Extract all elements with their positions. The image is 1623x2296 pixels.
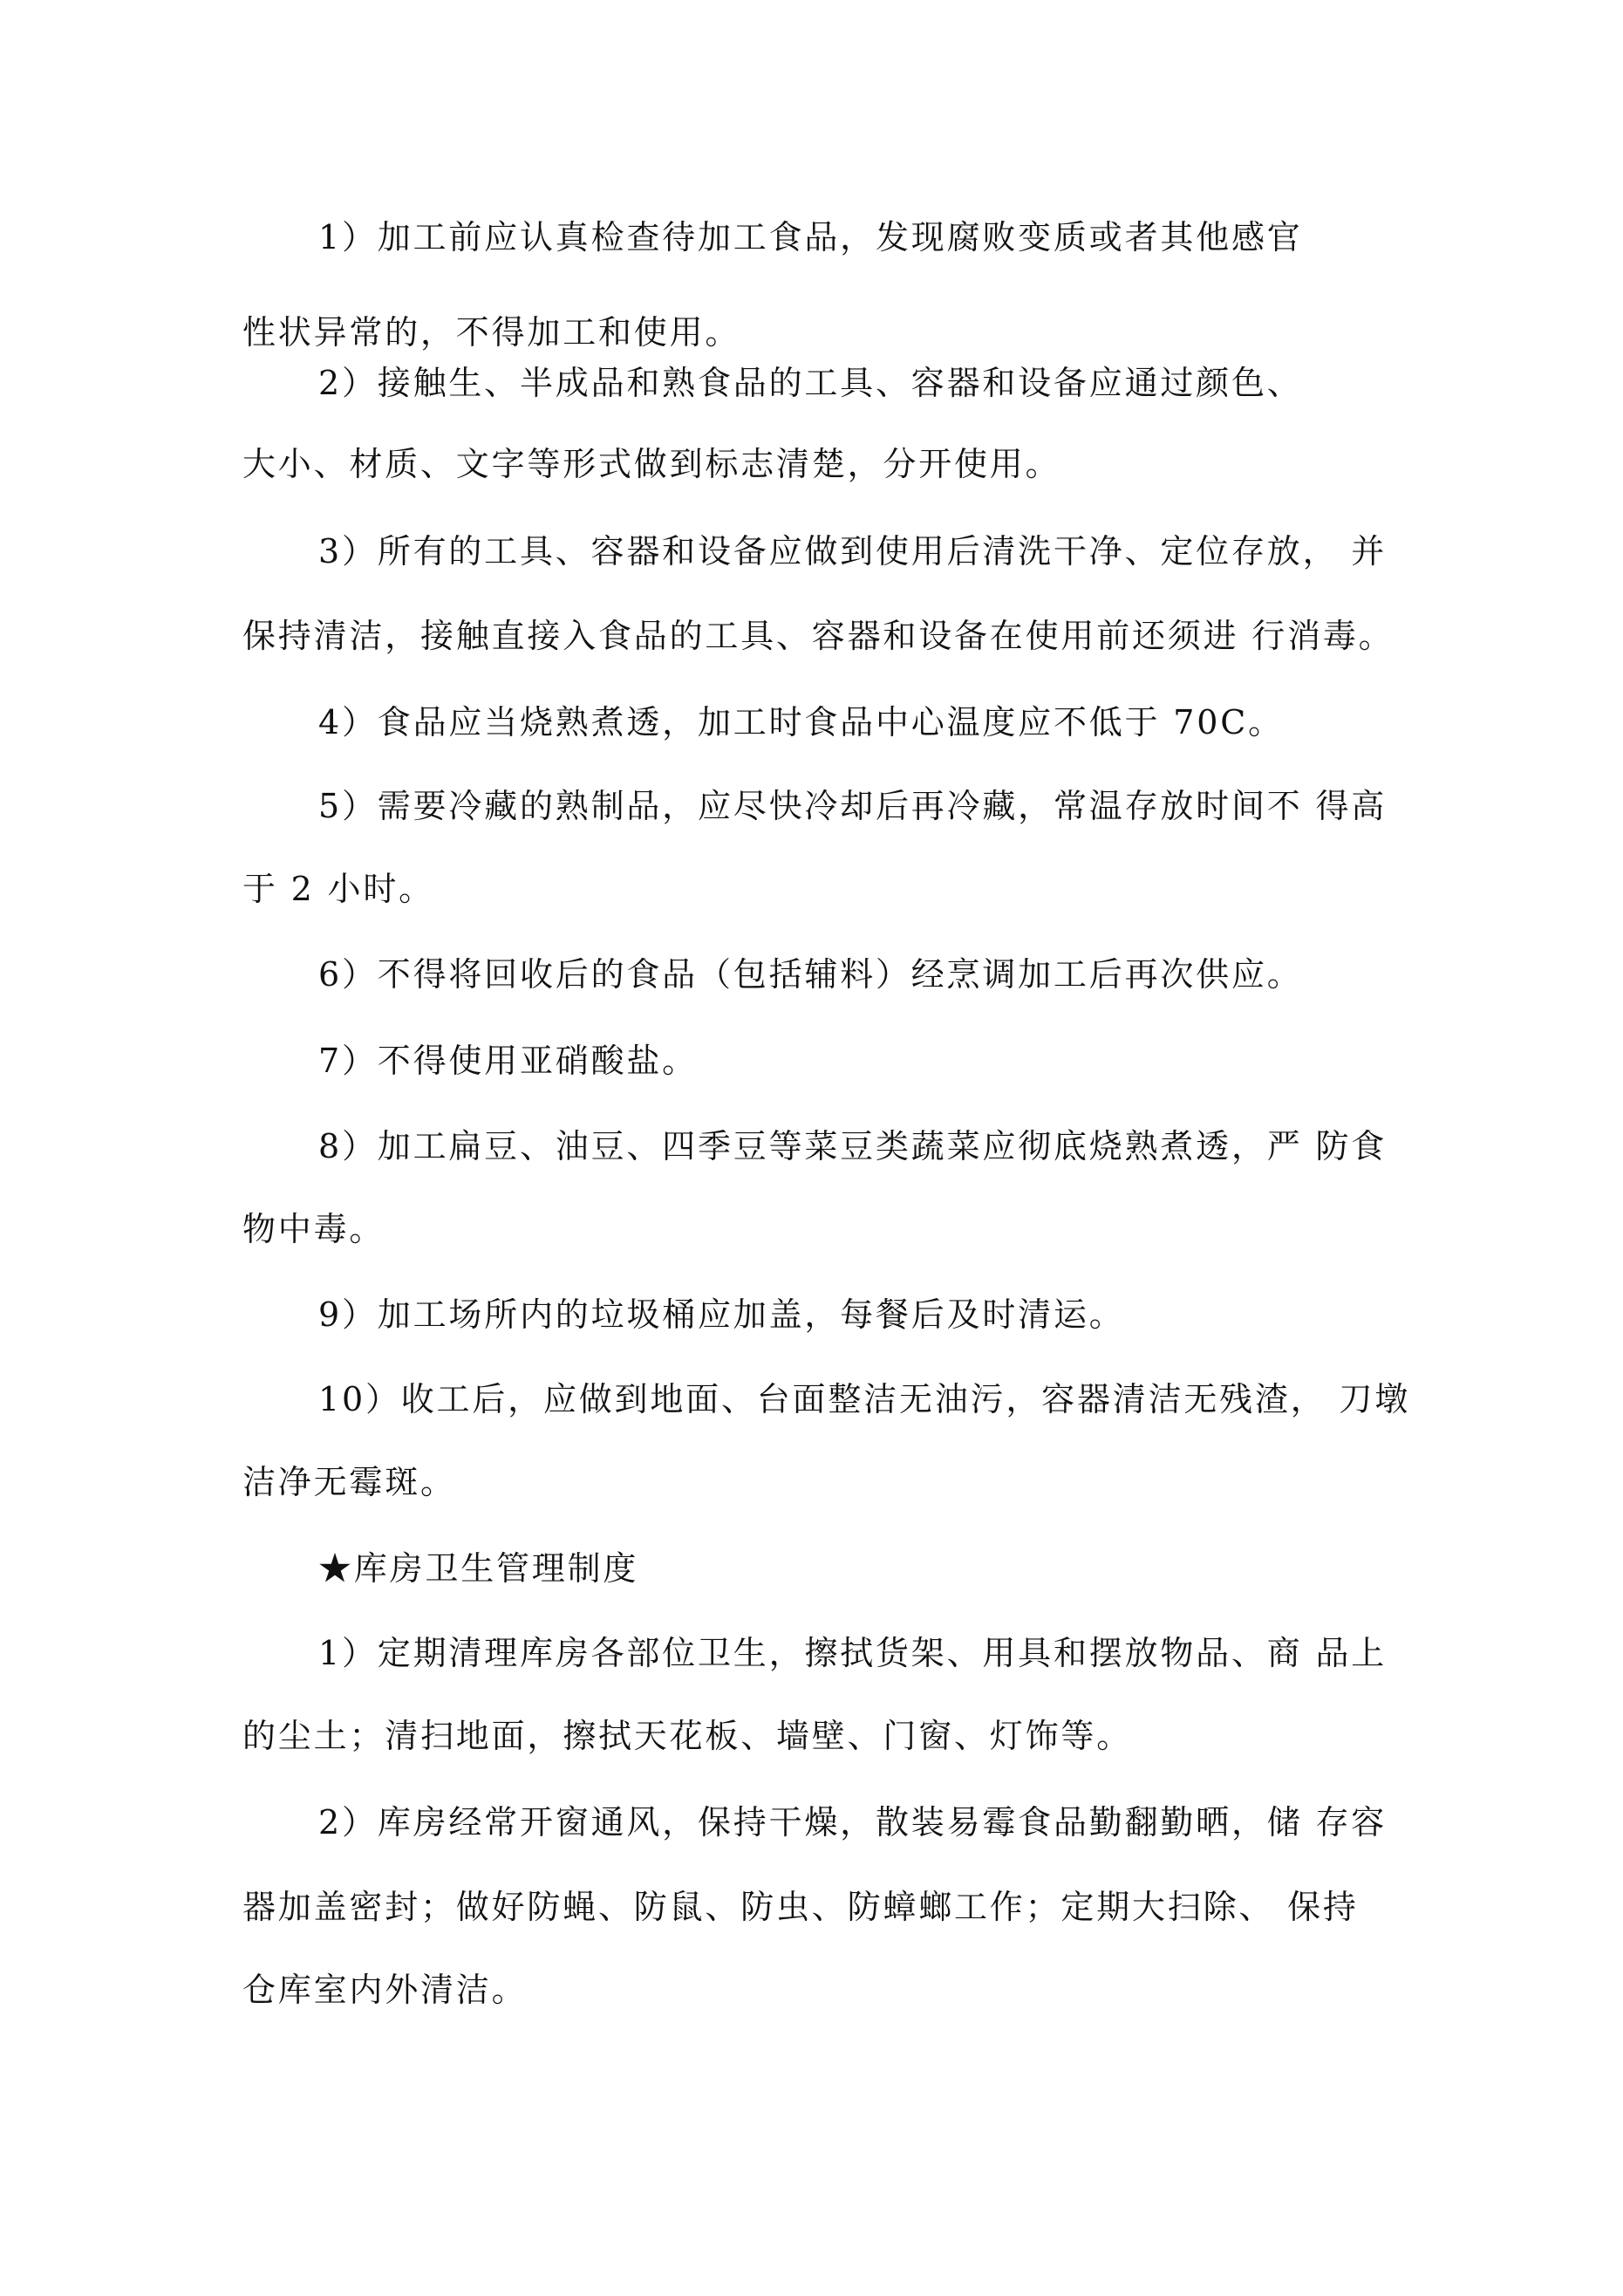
paragraph-10-line-2: 洁净无霉斑。: [242, 1463, 456, 1501]
paragraph-1-line-2: 性状异常的，不得加工和使用。: [242, 313, 741, 352]
paragraph-3-line-2: 保持清洁，接触直接入食品的工具、容器和设备在使用前还须进 行消毒。: [242, 617, 1395, 655]
paragraph-8-line-2: 物中毒。: [242, 1210, 385, 1248]
paragraph-9-line-1: 9）加工场所内的垃圾桶应加盖，每餐后及时清运。: [318, 1295, 1125, 1334]
paragraph-6-line-1: 6）不得将回收后的食品（包括辅料）经烹调加工后再次供应。: [318, 955, 1303, 994]
paragraph-7-line-1: 7）不得使用亚硝酸盐。: [318, 1042, 698, 1080]
warehouse-paragraph-2-line-1: 2）库房经常开窗通风，保持干燥，散装易霉食品勤翻勤晒，储 存容: [318, 1803, 1388, 1842]
section-heading: ★库房卫生管理制度: [318, 1549, 639, 1588]
paragraph-5-line-2: 于 2 小时。: [242, 870, 434, 908]
paragraph-3-line-1: 3）所有的工具、容器和设备应做到使用后清洗干净、定位存放， 并: [318, 532, 1388, 571]
paragraph-2-line-2: 大小、材质、文字等形式做到标志清楚，分开使用。: [242, 445, 1061, 483]
paragraph-10-line-1: 10）收工后，应做到地面、台面整洁无油污，容器清洁无残渣， 刀墩: [318, 1380, 1411, 1418]
paragraph-5-line-1: 5）需要冷藏的熟制品，应尽快冷却后再冷藏，常温存放时间不 得高: [318, 787, 1388, 825]
paragraph-8-line-1: 8）加工扁豆、油豆、四季豆等菜豆类蔬菜应彻底烧熟煮透，严 防食: [318, 1127, 1388, 1165]
paragraph-4-line-1: 4）食品应当烧熟煮透，加工时食品中心温度应不低于 70C。: [318, 703, 1284, 741]
paragraph-1-line-1: 1）加工前应认真检查待加工食品，发现腐败变质或者其他感官: [318, 218, 1303, 256]
warehouse-paragraph-2-line-3: 仓库室内外清洁。: [242, 1971, 528, 2009]
paragraph-2-line-1: 2）接触生、半成品和熟食品的工具、容器和设备应通过颜色、: [318, 364, 1303, 402]
warehouse-paragraph-1-line-2: 的尘土；清扫地面，擦拭天花板、墙壁、门窗、灯饰等。: [242, 1717, 1133, 1755]
warehouse-paragraph-1-line-1: 1）定期清理库房各部位卫生，擦拭货架、用具和摆放物品、商 品上: [318, 1634, 1388, 1672]
warehouse-paragraph-2-line-2: 器加盖密封；做好防蝇、防鼠、防虫、防蟑螂工作；定期大扫除、 保持: [242, 1888, 1359, 1926]
